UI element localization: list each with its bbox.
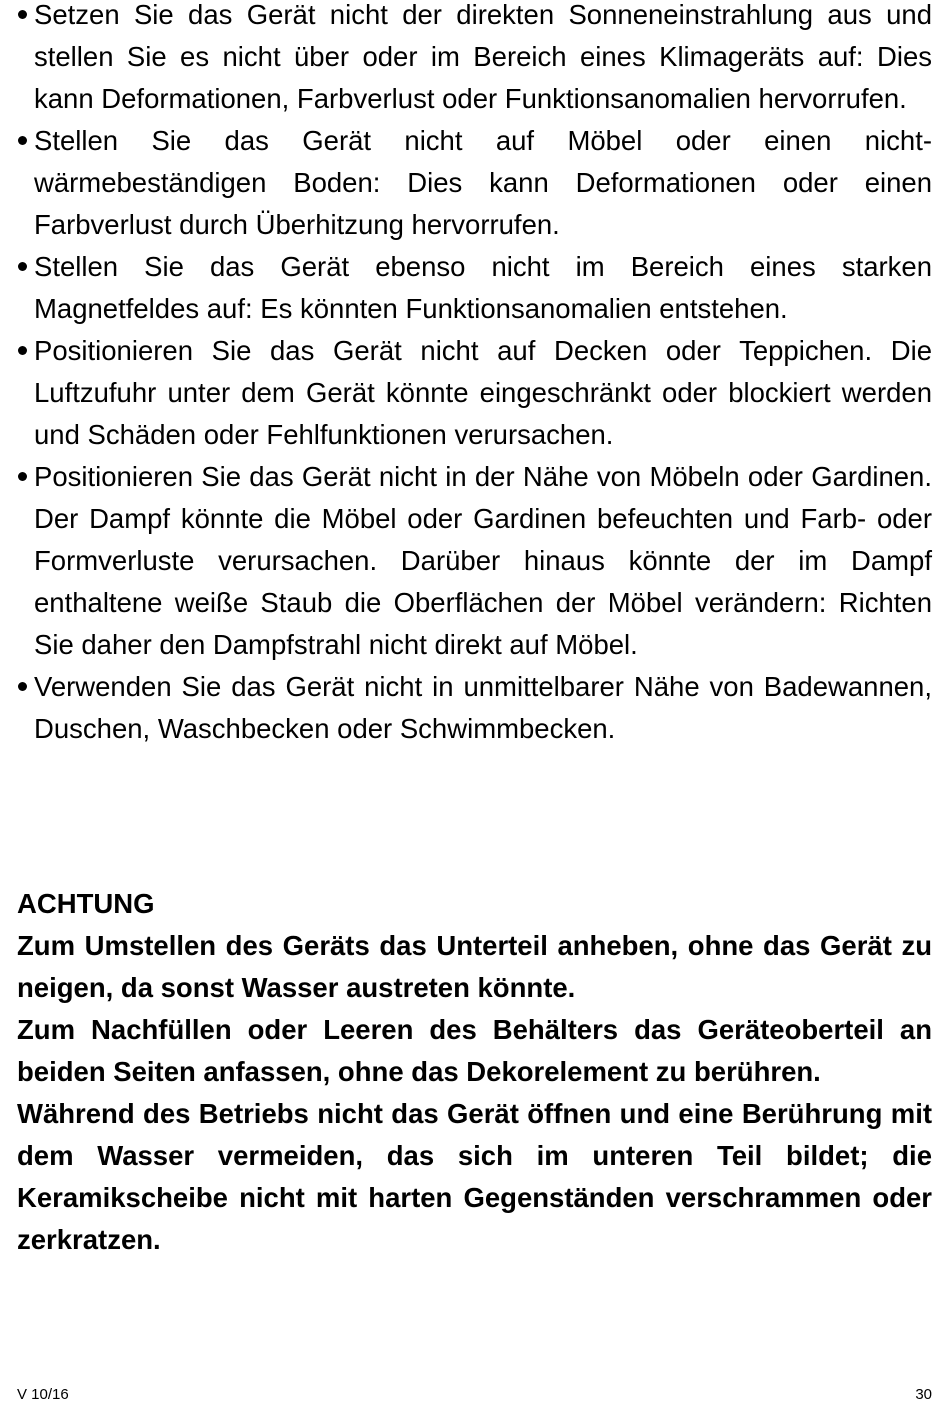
warning-heading: ACHTUNG [17,888,155,919]
bullet-icon [18,472,27,481]
bullet-icon [18,10,27,19]
warning-section [17,883,932,1261]
bullet-text: Positionieren Sie das Gerät nicht auf Decken oder Teppichen. Die Luftzufuhr unter dem Gerät könnte eingeschränkt oder blockiert werden und Schäden oder Fehlfunktionen verursachen. [34,335,932,450]
footer-version: V 10/16 [17,1386,69,1403]
bullet-text: Setzen Sie das Gerät nicht der direkten Sonneneinstrahlung aus und stellen Sie es nicht über oder im Bereich eines Klimageräts auf: Dies kann Deformationen, Farbverlust oder Funktionsanomalien hervorrufen. [34,0,932,114]
bullet-item-magnetic-field [18,246,932,330]
bullet-icon [18,682,27,691]
bullet-text: Verwenden Sie das Gerät nicht in unmittelbarer Nähe von Badewannen, Duschen, Waschbecken oder Schwimmbecken. [34,671,932,744]
bullet-text: Stellen Sie das Gerät nicht auf Möbel oder einen nicht-wärmebeständigen Boden: Dies kann Deformationen oder einen Farbverlust durch Überhitzung hervorrufen. [34,125,932,240]
warning-paragraph-operation: Während des Betriebs nicht das Gerät öffnen und eine Berührung mit dem Wasser vermeiden, das sich im unteren Teil bildet; die Keramikscheibe nicht mit harten Gegenständen verschrammen oder zerkratzen. [17,1098,932,1255]
bullet-icon [18,262,27,271]
safety-bullet-list [18,0,932,750]
warning-paragraph-refilling: Zum Nachfüllen oder Leeren des Behälters das Geräteoberteil an beiden Seiten anfassen, ohne das Dekorelement zu berühren. [17,1014,932,1087]
bullet-item-furniture-curtains [18,456,932,666]
footer-page-number: 30 [915,1386,932,1403]
bullet-icon [18,136,27,145]
bullet-item-bathtubs [18,666,932,750]
bullet-item-blankets-carpets [18,330,932,456]
bullet-text: Positionieren Sie das Gerät nicht in der Nähe von Möbeln oder Gardinen. Der Dampf könnte die Möbel oder Gardinen befeuchten und Farb- oder Formverluste verursachen. Darüber hinaus könnte der im Dampf enthaltene weiße Staub die Oberflächen der Möbel verändern: Richten Sie daher den Dampfstrahl nicht direkt auf Möbel. [34,461,932,660]
bullet-item-furniture-floor [18,120,932,246]
bullet-item-sunlight [18,0,932,120]
bullet-icon [18,346,27,355]
warning-paragraph-moving: Zum Umstellen des Geräts das Unterteil anheben, ohne das Gerät zu neigen, da sonst Wasser austreten könnte. [17,930,932,1003]
bullet-text: Stellen Sie das Gerät ebenso nicht im Bereich eines starken Magnetfeldes auf: Es könnten Funktionsanomalien entstehen. [34,251,932,324]
